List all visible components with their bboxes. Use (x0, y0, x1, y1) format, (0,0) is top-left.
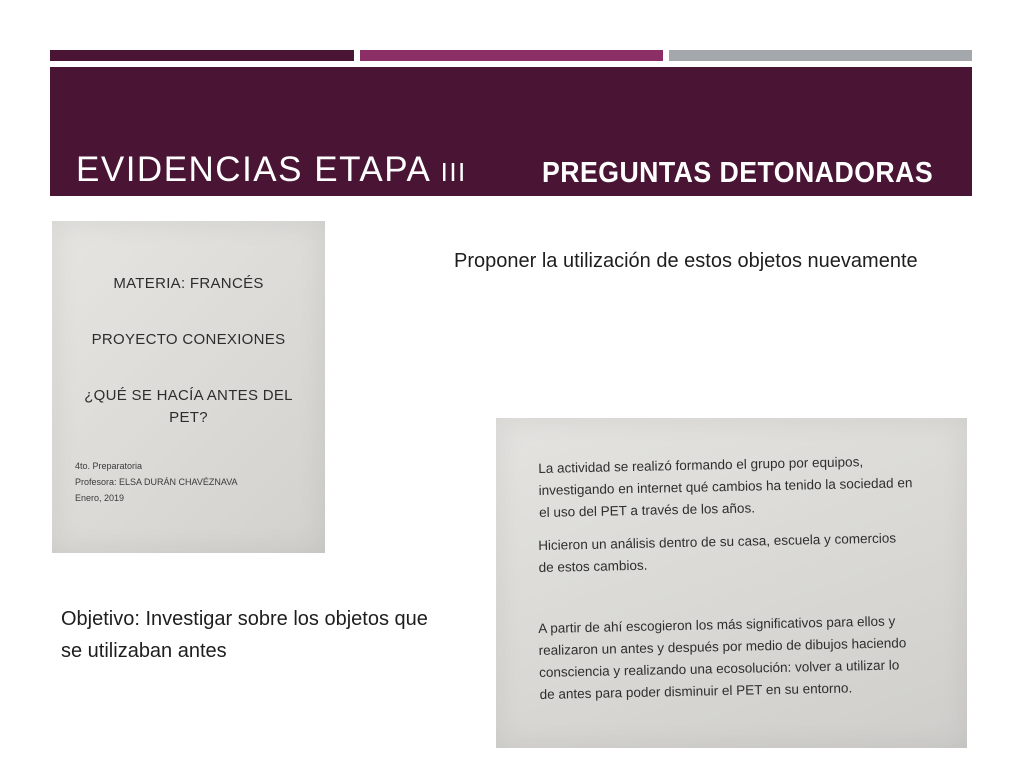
activity-paragraph-2: Hicieron un análisis dentro de su casa, escuela y comercios de estos cambios. (538, 530, 897, 575)
objective-text: Objetivo: Investigar sobre los objetos que se utilizaban antes (61, 608, 428, 662)
cover-photo (52, 221, 325, 553)
slide-title (76, 150, 467, 190)
cover-grade: 4to. Preparatoria (75, 461, 143, 471)
slide-title-roman: III (440, 157, 467, 187)
proposal-text: Proponer la utilización de estos objetos nuevamente (454, 250, 918, 272)
activity-paragraph-3: A partir de ahí escogieron los más significativos para ellos y realizaron un antes y después por medio de dibujos haciendo consciencia y realizando una ecosolución: volver a utilizar lo de antes para poder disminuir el PET en su entorno. (538, 613, 907, 702)
accent-stripe-dark (50, 50, 354, 61)
title-bar (50, 67, 972, 196)
cover-subject: MATERIA: FRANCÉS (113, 275, 264, 292)
accent-stripe-magenta (360, 50, 663, 61)
cover-question: ¿QUÉ SE HACÍA ANTES DEL PET? (84, 387, 293, 426)
slide-subtitle: PREGUNTAS DETONADORAS (542, 157, 934, 189)
slide-title-prefix: EVIDENCIAS ETAPA (76, 150, 430, 189)
cover-teacher: Profesora: ELSA DURÁN CHAVÉZNAVA (75, 477, 238, 487)
cover-date: Enero, 2019 (75, 493, 125, 503)
activity-photo (496, 418, 967, 748)
activity-paragraph-1: La actividad se realizó formando el grupo por equipos, investigando en internet qué cambios ha tenido la sociedad en el uso del PET a través de los años. (538, 454, 913, 520)
accent-stripe-gray (669, 50, 972, 61)
cover-project: PROYECTO CONEXIONES (91, 331, 286, 348)
